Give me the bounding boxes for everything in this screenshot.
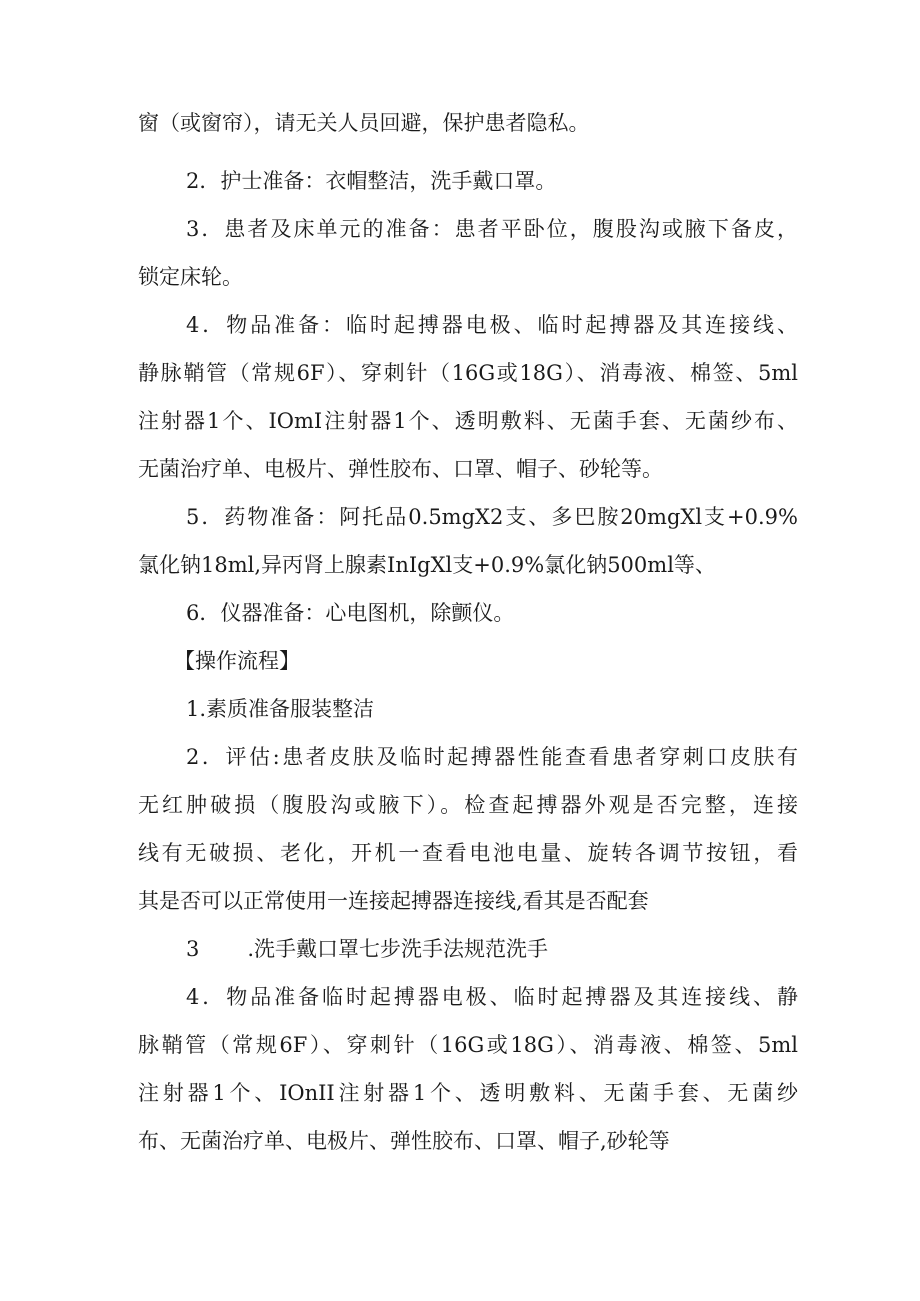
text-line-drug-prep-cont: 氯化钠18ml,异丙肾上腺素InIgXl支+0.9%氯化钠500ml等、	[138, 553, 716, 577]
step-3-text: .洗手戴口罩七步洗手法规范洗手	[247, 937, 549, 961]
text-line-step-4-cont2: 注射器1个、IOnII注射器1个、透明敷料、无菌手套、无菌纱	[138, 1081, 798, 1105]
text-line-instrument-prep: 6．仪器准备：心电图机，除颤仪。	[186, 601, 515, 625]
text-line-step-2-cont1: 无红肿破损（腹股沟或腋下）。检查起搏器外观是否完整，连接	[138, 793, 798, 817]
text-line-supplies-prep-cont1: 静脉鞘管（常规6F）、穿刺针（16G或18G）、消毒液、棉签、5ml	[138, 361, 798, 385]
text-line-step-4-cont1: 脉鞘管（常规6F）、穿刺针（16G或18G）、消毒液、棉签、5ml	[138, 1033, 798, 1057]
text-line-step-2-cont2: 线有无破损、老化，开机一查看电池电量、旋转各调节按钮，看	[138, 841, 798, 865]
text-line-supplies-prep-cont3: 无菌治疗单、电极片、弹性胶布、口罩、帽子、砂轮等。	[138, 457, 663, 481]
text-line-patient-prep: 3．患者及床单元的准备：患者平卧位，腹股沟或腋下备皮，	[186, 217, 798, 241]
text-line-supplies-prep: 4．物品准备：临时起搏器电极、临时起搏器及其连接线、	[186, 313, 798, 337]
step-3-number: 3	[186, 937, 200, 961]
text-line-step-4-cont3: 布、无菌治疗单、电极片、弹性胶布、口罩、帽子,砂轮等	[138, 1129, 670, 1153]
text-line-supplies-prep-cont2: 注射器1个、IOmI注射器1个、透明敷料、无菌手套、无菌纱布、	[138, 409, 798, 433]
text-line-step-1: 1.素质准备服装整洁	[186, 697, 375, 721]
text-line-step-2: 2．评估:患者皮肤及临时起搏器性能查看患者穿刺口皮肤有	[186, 745, 798, 769]
text-line-step-4: 4．物品准备临时起搏器电极、临时起搏器及其连接线、静	[186, 985, 798, 1009]
text-line-drug-prep: 5．药物准备：阿托品0.5mgX2支、多巴胺20mgXl支+0.9%	[186, 505, 798, 529]
text-line-step-3	[186, 934, 548, 964]
text-line-step-2-cont3: 其是否可以正常使用一连接起搏器连接线,看其是否配套	[138, 889, 649, 913]
text-line-patient-prep-cont: 锁定床轮。	[138, 265, 243, 289]
text-line-privacy: 窗（或窗帘），请无关人员回避，保护患者隐私。	[138, 111, 590, 135]
section-heading-procedure: 【操作流程】	[174, 649, 300, 673]
text-line-nurse-prep: 2．护士准备：衣帽整洁，洗手戴口罩。	[186, 169, 557, 193]
